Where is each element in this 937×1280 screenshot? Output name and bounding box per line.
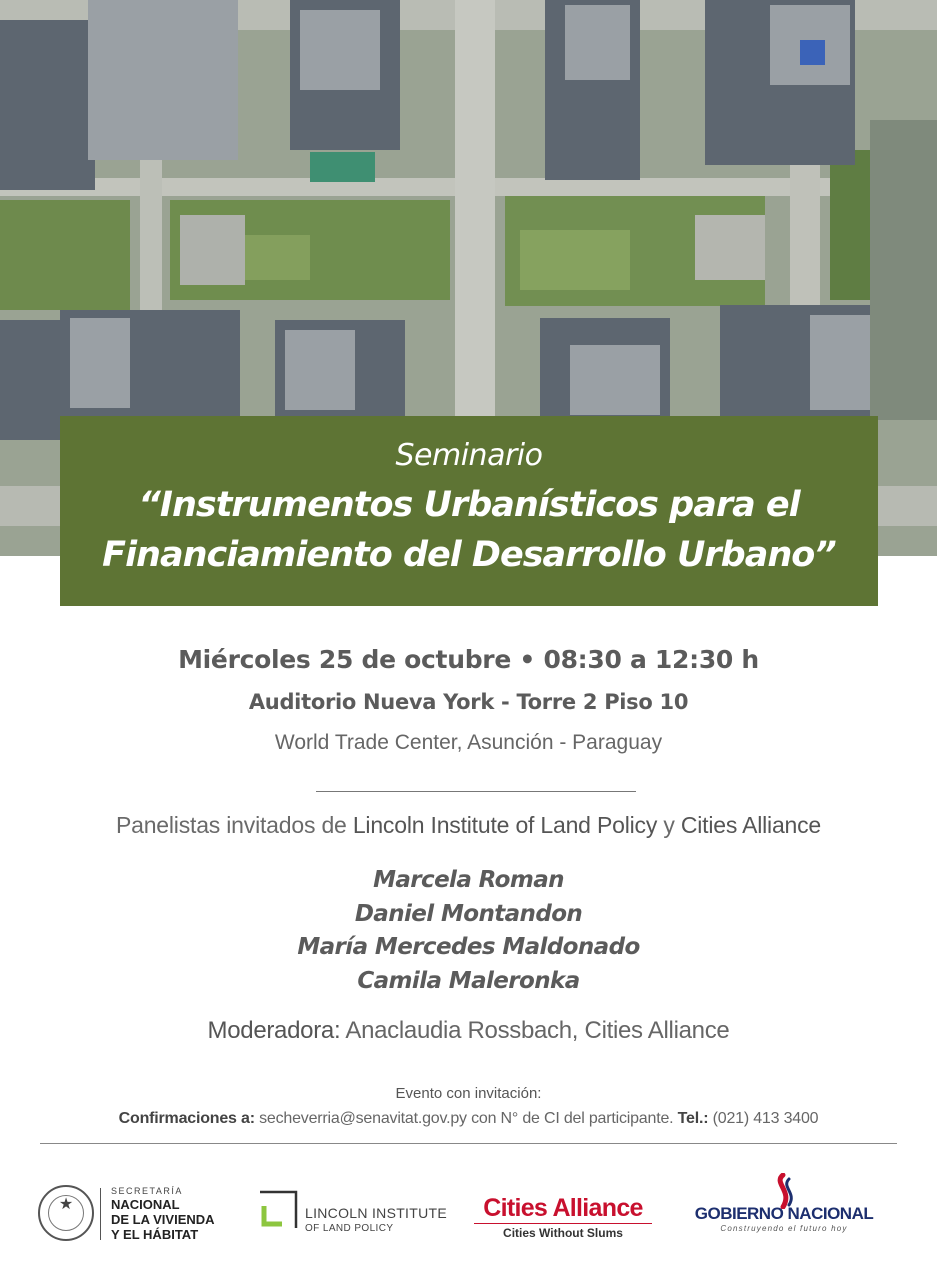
panelist-name: Marcela Roman	[373, 867, 564, 893]
gobierno-name: GOBIERNO NACIONAL	[694, 1204, 874, 1223]
moderator	[0, 1017, 937, 1045]
seminar-title-line-1: “Instrumentos Urbanísticos para el	[138, 485, 800, 525]
event-note: Evento con invitación:	[395, 1085, 542, 1102]
tel-label: Tel.:	[677, 1110, 709, 1127]
lincoln-line-2: OF LAND POLICY	[305, 1223, 394, 1234]
moderator-label: Moderadora:	[207, 1017, 341, 1044]
moderator-value: Anaclaudia Rossbach, Cities Alliance	[345, 1017, 730, 1044]
org-lincoln: Lincoln Institute of Land Policy	[352, 812, 658, 838]
secretaria-small: SECRETARÍA	[111, 1186, 183, 1196]
seminar-title	[60, 480, 878, 580]
panelists-intro	[0, 812, 937, 839]
title-banner	[60, 416, 878, 606]
cities-alliance-name: Cities Alliance	[483, 1194, 643, 1222]
rsvp-line	[0, 1110, 937, 1128]
confirm-text: secheverria@senavitat.gov.py con N° de CI del participante.	[259, 1110, 674, 1127]
event-date-time: Miércoles 25 de octubre • 08:30 a 12:30 h	[178, 645, 759, 674]
tel-value: (021) 413 3400	[712, 1110, 819, 1127]
logo-divider	[100, 1188, 101, 1240]
panelist-name: María Mercedes Maldonado	[297, 934, 640, 960]
secretaria-line-2: DE LA VIVIENDA	[111, 1212, 215, 1227]
cities-alliance-tagline: Cities Without Slums	[474, 1223, 652, 1240]
panelist-name: Camila Maleronka	[357, 967, 580, 994]
secretaria-line-1: NACIONAL	[111, 1197, 180, 1212]
paraguay-seal-icon: ★	[38, 1185, 94, 1241]
footer-divider	[40, 1143, 897, 1144]
cities-alliance-logo	[474, 1194, 652, 1240]
seminar-title-line-2: Financiamiento del Desarrollo Urbano”	[102, 535, 836, 575]
event-type: Seminario	[395, 438, 543, 473]
lincoln-bracket-icon	[258, 1190, 298, 1230]
secretaria-line-3: Y EL HÁBITAT	[111, 1227, 199, 1242]
panelist-list	[0, 864, 937, 998]
lincoln-line-1: LINCOLN INSTITUTE	[305, 1205, 448, 1221]
lincoln-logo	[305, 1205, 447, 1234]
event-venue: Auditorio Nueva York - Torre 2 Piso 10	[248, 690, 689, 714]
gobierno-tagline: Construyendo el futuro hoy	[720, 1224, 848, 1233]
secretaria-logo	[111, 1186, 215, 1241]
confirm-label: Confirmaciones a:	[118, 1110, 255, 1127]
org-cities-alliance: Cities Alliance	[680, 812, 822, 838]
divider	[316, 791, 636, 792]
event-location: World Trade Center, Asunción - Paraguay	[274, 731, 663, 754]
gobierno-logo	[686, 1173, 882, 1233]
panelists-intro-text: Panelistas invitados de	[115, 812, 347, 838]
connector: y	[663, 812, 675, 838]
panelist-name: Daniel Montandon	[354, 900, 583, 927]
